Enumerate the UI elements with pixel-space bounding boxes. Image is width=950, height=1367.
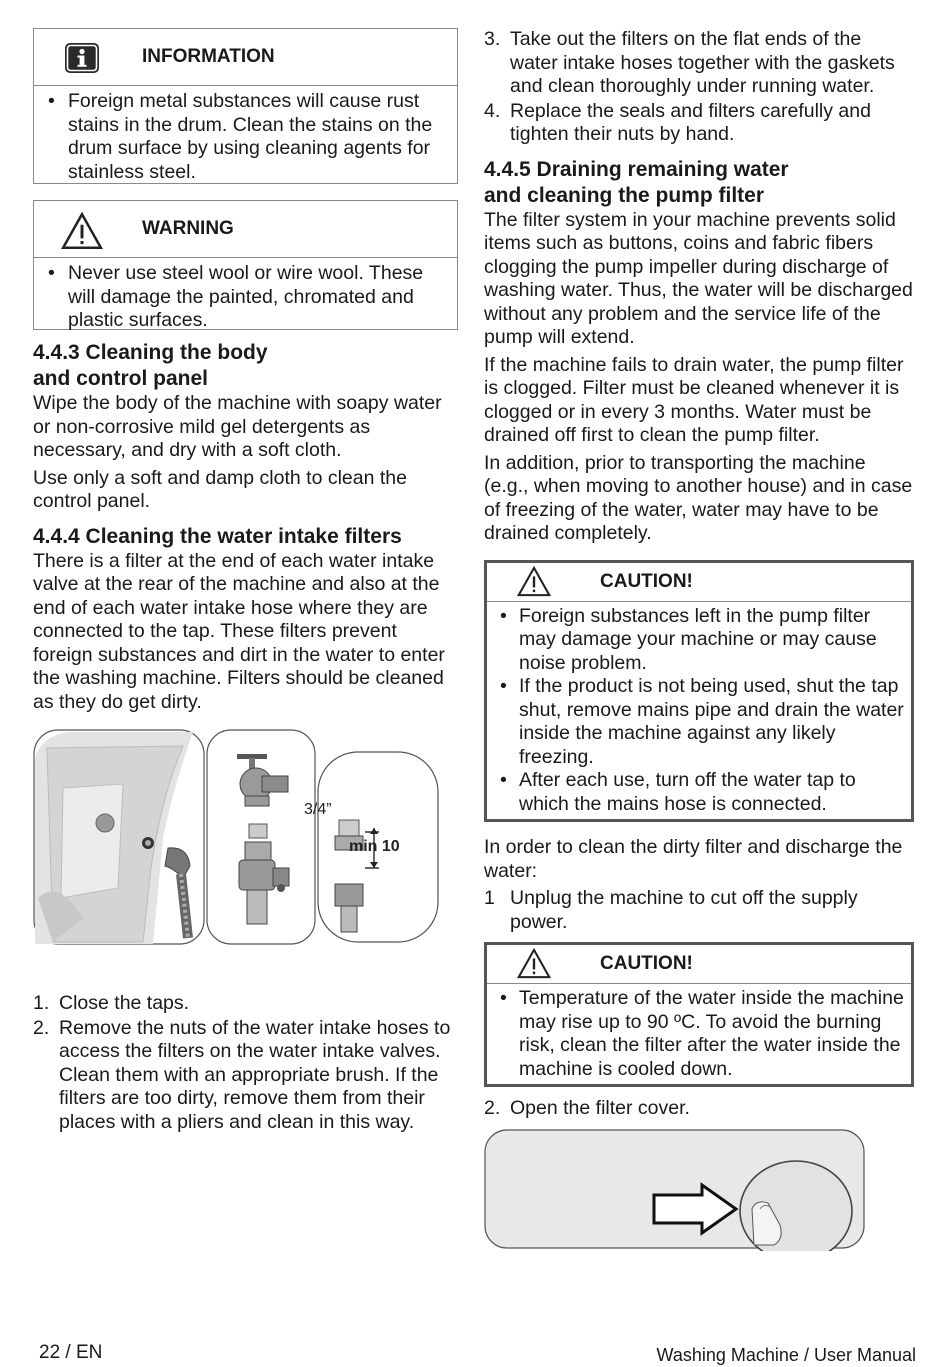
step-item (484, 1097, 914, 1121)
step-text: Take out the filters on the flat ends of the water intake hoses together with the gaskets and clean thoroughly under running water. (510, 28, 895, 97)
warning-triangle-icon (517, 566, 551, 597)
information-item: • Foreign metal substances will cause rust stains in the drum. Clean the stains on the drum surface by using cleaning agents for stainless steel. (46, 90, 449, 184)
manual-title-footer: Washing Machine / User Manual (656, 1345, 916, 1365)
warning-list (34, 258, 457, 336)
step-number: 2. (484, 1097, 501, 1119)
section-4-4-5-title (484, 157, 914, 209)
step-text: Remove the nuts of the water intake hoses to access the filters on the water intake valves. Clean them with an appropriate brush. If the filters are too dirty, remove them from their places with a pliers and clean in this way. (59, 1016, 451, 1133)
step-number: 3. (484, 28, 501, 50)
intake-filter-steps-continued (484, 28, 914, 147)
information-header (34, 29, 457, 86)
caution-list (487, 984, 911, 1084)
section-4-4-5-paragraph-2: If the machine fails to drain water, the pump filter is clogged. Filter must be cleaned whenever it is clogged or in every 3 months. Water must be drained off first to clean the pump filter. (484, 353, 904, 446)
step-item (484, 100, 914, 147)
warning-title: WARNING (142, 218, 234, 239)
step-text: Unplug the machine to cut off the supply power. (510, 887, 858, 933)
information-title: INFORMATION (142, 46, 275, 67)
information-list (34, 86, 457, 187)
intake-filter-steps-list (33, 992, 458, 1134)
caution-item: • After each use, turn off the water tap to which the mains hose is connected. (497, 769, 905, 816)
step-item (484, 28, 914, 99)
drain-steps-list (484, 887, 914, 934)
step-text: Open the filter cover. (510, 1097, 690, 1119)
step-number: 4. (484, 99, 501, 122)
page-number: 22 / EN (39, 1342, 103, 1363)
warning-box (33, 200, 458, 330)
caution-title: CAUTION! (600, 953, 693, 974)
step-number: 1 (484, 887, 495, 909)
section-4-4-3-title-line1: 4.4.3 Cleaning the body (33, 341, 268, 364)
caution-header (487, 563, 911, 602)
caution-header (487, 945, 911, 984)
step-item (484, 887, 914, 934)
section-4-4-5-title-line1: 4.4.5 Draining remaining water (484, 157, 789, 181)
step-text: Close the taps. (59, 992, 190, 1014)
section-4-4-5-paragraph-3: In addition, prior to transporting the machine (e.g., when moving to another house) and in case of freezing of the water, water may have to be drained completely. (484, 451, 913, 544)
caution-list (487, 602, 911, 820)
section-4-4-3-title (33, 340, 458, 392)
drain-intro-text: In order to clean the dirty filter and discharge the water: (484, 836, 903, 882)
step-text: Replace the seals and filters carefully and tighten their nuts by hand. (510, 99, 871, 145)
section-4-4-5-title-line2: and cleaning the pump filter (484, 183, 765, 207)
warning-triangle-icon (61, 212, 103, 250)
left-column (33, 28, 458, 1135)
right-column (484, 28, 914, 1256)
caution-item: • Temperature of the water inside the machine may rise up to 90 ºC. To avoid the burning risk, clean the filter after the water inside the machine is cooled down. (497, 987, 905, 1081)
step-item (33, 992, 458, 1016)
warning-triangle-icon (517, 948, 551, 979)
step-item (33, 1017, 458, 1135)
caution-title: CAUTION! (600, 570, 693, 592)
section-4-4-3-paragraph-2: Use only a soft and damp cloth to clean the control panel. (33, 466, 407, 512)
thread-size-label: 3/4” (304, 801, 332, 818)
filter-cover-illustration (484, 1129, 866, 1251)
drain-steps-list-continued (484, 1097, 914, 1121)
water-intake-filter-figure (33, 728, 458, 954)
step-number: 1. (33, 992, 50, 1014)
info-icon (64, 42, 100, 74)
filter-cover-figure (484, 1129, 914, 1256)
warning-item: • Never use steel wool or wire wool. These will damage the painted, chromated and plastic surfaces. (46, 262, 449, 333)
section-4-4-5-paragraph-1: The filter system in your machine prevents solid items such as buttons, coins and fabric fibers clogging the pump impeller during discharge of washing water. Thus, the water will be discharged without any problem and the service life of the pump will extend. (484, 208, 913, 348)
caution-box-pump-filter (484, 560, 914, 823)
caution-item: • If the product is not being used, shut the tap shut, remove mains pipe and drain the water inside the machine against any likely freezing. (497, 675, 905, 769)
water-intake-filter-illustration (33, 728, 458, 954)
section-4-4-4-title: 4.4.4 Cleaning the water intake filters (33, 524, 402, 548)
section-4-4-4-paragraph: There is a filter at the end of each water intake valve at the rear of the machine and also at the end of each water intake hose where they are connected to the tap. These filters prevent foreign substances and dirt in the water to enter the washing machine. Filters should be cleaned as they do get dirty. (33, 549, 445, 713)
caution-item: • Foreign substances left in the pump filter may damage your machine or may cause noise problem. (497, 605, 905, 676)
step-number: 2. (33, 1016, 50, 1039)
section-4-4-3-paragraph-1: Wipe the body of the machine with soapy water or non-corrosive mild gel detergents as necessary, and dry with a soft cloth. (33, 392, 442, 461)
min-length-label: min 10 (349, 838, 400, 855)
section-4-4-3-title-line2: and control panel (33, 367, 209, 390)
information-box (33, 28, 458, 184)
warning-header (34, 201, 457, 258)
caution-box-temperature (484, 942, 914, 1087)
